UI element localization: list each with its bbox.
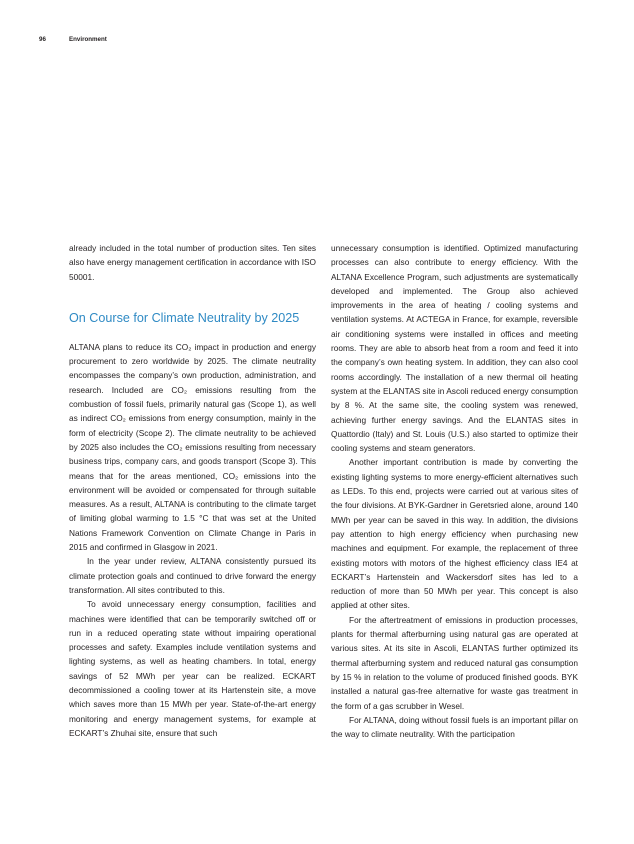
right-column [331,241,578,741]
body-paragraph: ALTANA plans to reduce its CO₂ impact in production and energy procurement to zero worldwide by 2025. The climate neutrality encompasses the company’s own production, administration, and research. Included are CO₂ emissions resulting from the combustion of fossil fuels, primarily natural gas (Scope 1), as well as indirect CO₂ emissions from energy consumption, mainly in the form of electricity (Scope 2). The climate neutrality to be achieved by 2025 also includes the CO₂ emissions resulting from necessary business trips, company cars, and goods transport (Scope 3). This means that for the areas mentioned, CO₂ emissions into the environment will be avoided or compensated for through suitable measures. As a result, ALTANA is contributing to the climate target of limiting global warming to 1.5 °C that was set at the United Nations Framework Convention on Climate Change in Paris in 2015 and confirmed in Glasgow in 2021. [69,341,316,553]
body-paragraph: Another important contribution is made by converting the existing lighting systems to more energy-efficient alternatives such as LEDs. To this end, projects were carried out at various sites of the four divisions. At BYK-Gardner in Geretsried alone, around 140 MWh per year can be saved in this way. In addition, the divisions pay attention to high energy efficiency when purchasing new machines and equipment. For example, the replacement of three existing motors with motors of the highest efficiency class IE4 at ECKART’s Hartenstein and Wackersdorf sites has led to a reduction of more than 50 MWh per year. This concept is also applied at other sites. [331,457,578,611]
section-heading: On Course for Climate Neutrality by 2025 [69,310,300,325]
body-paragraph: To avoid unnecessary energy consumption, facilities and machines were identified that can be temporarily switched off or run in a reduced operating state without impairing operational processes and safety. Examples include ventilation systems and lighting systems, as well as heating chambers. In total, energy savings of 52 MWh per year can be realized. ECKART decommissioned a cooling tower at its Hartenstein site, a move which saves more than 15 MWh per year. State-of-the-art energy monitoring and energy management systems, for example at ECKART’s Zhuhai site, ensure that such [69,599,316,738]
page-number: 96 [39,36,46,43]
body-paragraph: unnecessary consumption is identified. Optimized manufacturing processes can also contribute to energy efficiency. With the ALTANA Excellence Program, such adjustments are systematically developed and implemented. The Group also achieved improvements in the area of heating / cooling systems and ventilation systems. At ACTEGA in France, for example, reversible air conditioning systems were installed in offices and meeting rooms. They are able to absorb heat from a room and feed it into the company’s own heating system. In addition, they can also cool rooms accordingly. The installation of a new thermal oil heating system at the ELANTAS site in Ascoli reduced energy consumption by 8 %. At the same site, the cooling system was renewed, achieving further energy savings. And the ELANTAS sites in Quattordio (Italy) and St. Louis (U.S.) also started to optimize their cooling systems and steam generators. [331,243,578,454]
left-column [69,241,316,740]
intro-paragraph: already included in the total number of production sites. Ten sites also have energy management certification in accordance with ISO 50001. [69,243,316,282]
running-header [39,36,107,43]
body-paragraph: For the aftertreatment of emissions in production processes, plants for thermal afterburning using natural gas are operated at various sites. At its site in Ascoli, ELANTAS further optimized its thermal afterburning system and reduced natural gas consumption by 15 % in relation to the volume of produced finished goods. BYK installed a natural gas-free alternative for waste gas treatment in the form of a gas scrubber in Wesel. [331,614,578,711]
section-name: Environment [69,36,107,43]
body-paragraph: For ALTANA, doing without fossil fuels is an important pillar on the way to climate neutrality. With the participation [331,714,578,740]
body-paragraph: In the year under review, ALTANA consistently pursued its climate protection goals and continued to drive forward the energy transformation. All sites contributed to this. [69,556,316,595]
